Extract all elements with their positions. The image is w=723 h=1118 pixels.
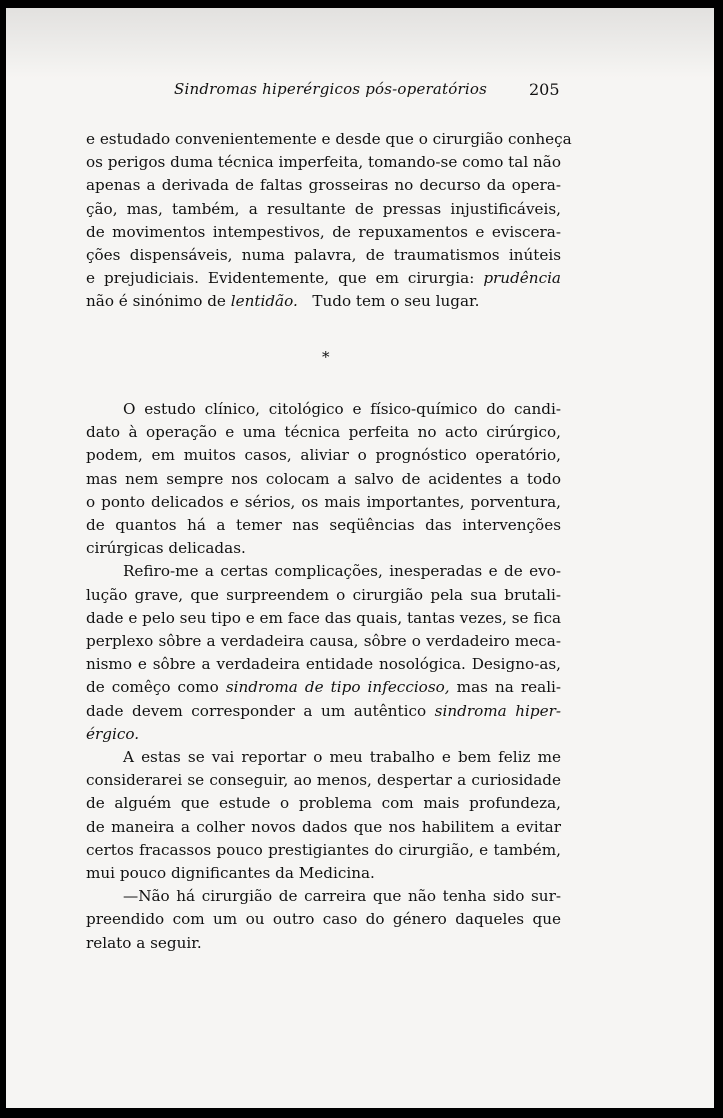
text-line xyxy=(86,676,561,699)
paragraph-continuation xyxy=(86,128,572,314)
text-line: A estas se vai reportar o meu trabalho e bem feliz me xyxy=(123,748,561,767)
section-separator: * xyxy=(322,348,330,366)
paragraph-body xyxy=(86,398,561,955)
text-line: mui pouco dignificantes da Medicina. xyxy=(86,864,375,883)
emphasis-prudencia: prudência xyxy=(483,269,561,288)
text-line: de quantos há a temer nas seqüências das intervenções xyxy=(86,516,561,535)
text-line: o ponto delicados e sérios, os mais importantes, porventura, xyxy=(86,492,561,511)
text-line: os perigos duma técnica imperfeita, tomando-se como tal não xyxy=(86,153,561,172)
running-head: Sindromas hiperérgicos pós-operatórios xyxy=(174,80,487,98)
text-line: apenas a derivada de faltas grosseiras no decurso da opera- xyxy=(86,176,561,195)
text-line xyxy=(86,267,561,290)
text-line: de maneira a colher novos dados que nos habilitem a evitar xyxy=(86,817,561,836)
text-line: de alguém que estude o problema com mais profundeza, xyxy=(86,794,561,813)
text-line: perplexo sôbre a verdadeira causa, sôbre o verdadeiro meca- xyxy=(86,632,561,651)
text-line: ções dispensáveis, numa palavra, de traumatismos inúteis xyxy=(86,246,561,265)
text-fragment: e prejudiciais. Evidentemente, que em cirurgia: xyxy=(86,269,475,288)
text-fragment: dade devem corresponder a um autêntico xyxy=(86,701,427,720)
text-line: podem, em muitos casos, aliviar o prognóstico operatório, xyxy=(86,446,561,465)
page-number: 205 xyxy=(529,80,560,99)
text-line: considerarei se conseguir, ao menos, despertar a curiosidade xyxy=(86,771,561,790)
text-line xyxy=(86,700,561,723)
text-fragment: Tudo tem o seu lugar. xyxy=(312,292,480,311)
text-line: preendido com um ou outro caso do género daqueles que xyxy=(86,910,561,929)
text-line: mas nem sempre nos colocam a salvo de acidentes a todo xyxy=(86,469,561,488)
text-line xyxy=(86,290,561,313)
text-line: érgico. xyxy=(86,724,140,743)
text-line: certos fracassos pouco prestigiantes do cirurgião, e também, xyxy=(86,840,561,859)
text-line: cirúrgicas delicadas. xyxy=(86,539,246,558)
emphasis-term: sindroma hiper- xyxy=(434,701,561,720)
text-line: ção, mas, também, a resultante de pressas injustificáveis, xyxy=(86,199,561,218)
emphasis-term: sindroma de tipo infeccioso, xyxy=(225,678,450,697)
text-line: relato a seguir. xyxy=(86,933,202,952)
text-line: lução grave, que surpreendem o cirurgião pela sua brutali- xyxy=(86,585,561,604)
text-line: de movimentos intempestivos, de repuxamentos e eviscera- xyxy=(86,222,561,241)
text-fragment: não é sinónimo de xyxy=(86,292,226,311)
text-line: O estudo clínico, citológico e físico-químico do candi- xyxy=(123,400,561,418)
book-page xyxy=(6,8,714,1108)
text-line: e estudado convenientemente e desde que o cirurgião conheça xyxy=(86,130,572,148)
emphasis-lentidao: lentidão. xyxy=(230,292,298,311)
text-fragment: de comêço como xyxy=(86,678,219,697)
text-line: —Não há cirurgião de carreira que não tenha sido sur- xyxy=(123,887,561,906)
text-fragment: mas na reali- xyxy=(456,678,562,697)
text-line: dato à operação e uma técnica perfeita no acto cirúrgico, xyxy=(86,423,561,442)
text-line: Refiro-me a certas complicações, inesperadas e de evo- xyxy=(123,562,561,581)
text-line: nismo e sôbre a verdadeira entidade nosológica. Designo-as, xyxy=(86,655,561,674)
text-line: dade e pelo seu tipo e em face das quais, tantas vezes, se fica xyxy=(86,608,562,627)
